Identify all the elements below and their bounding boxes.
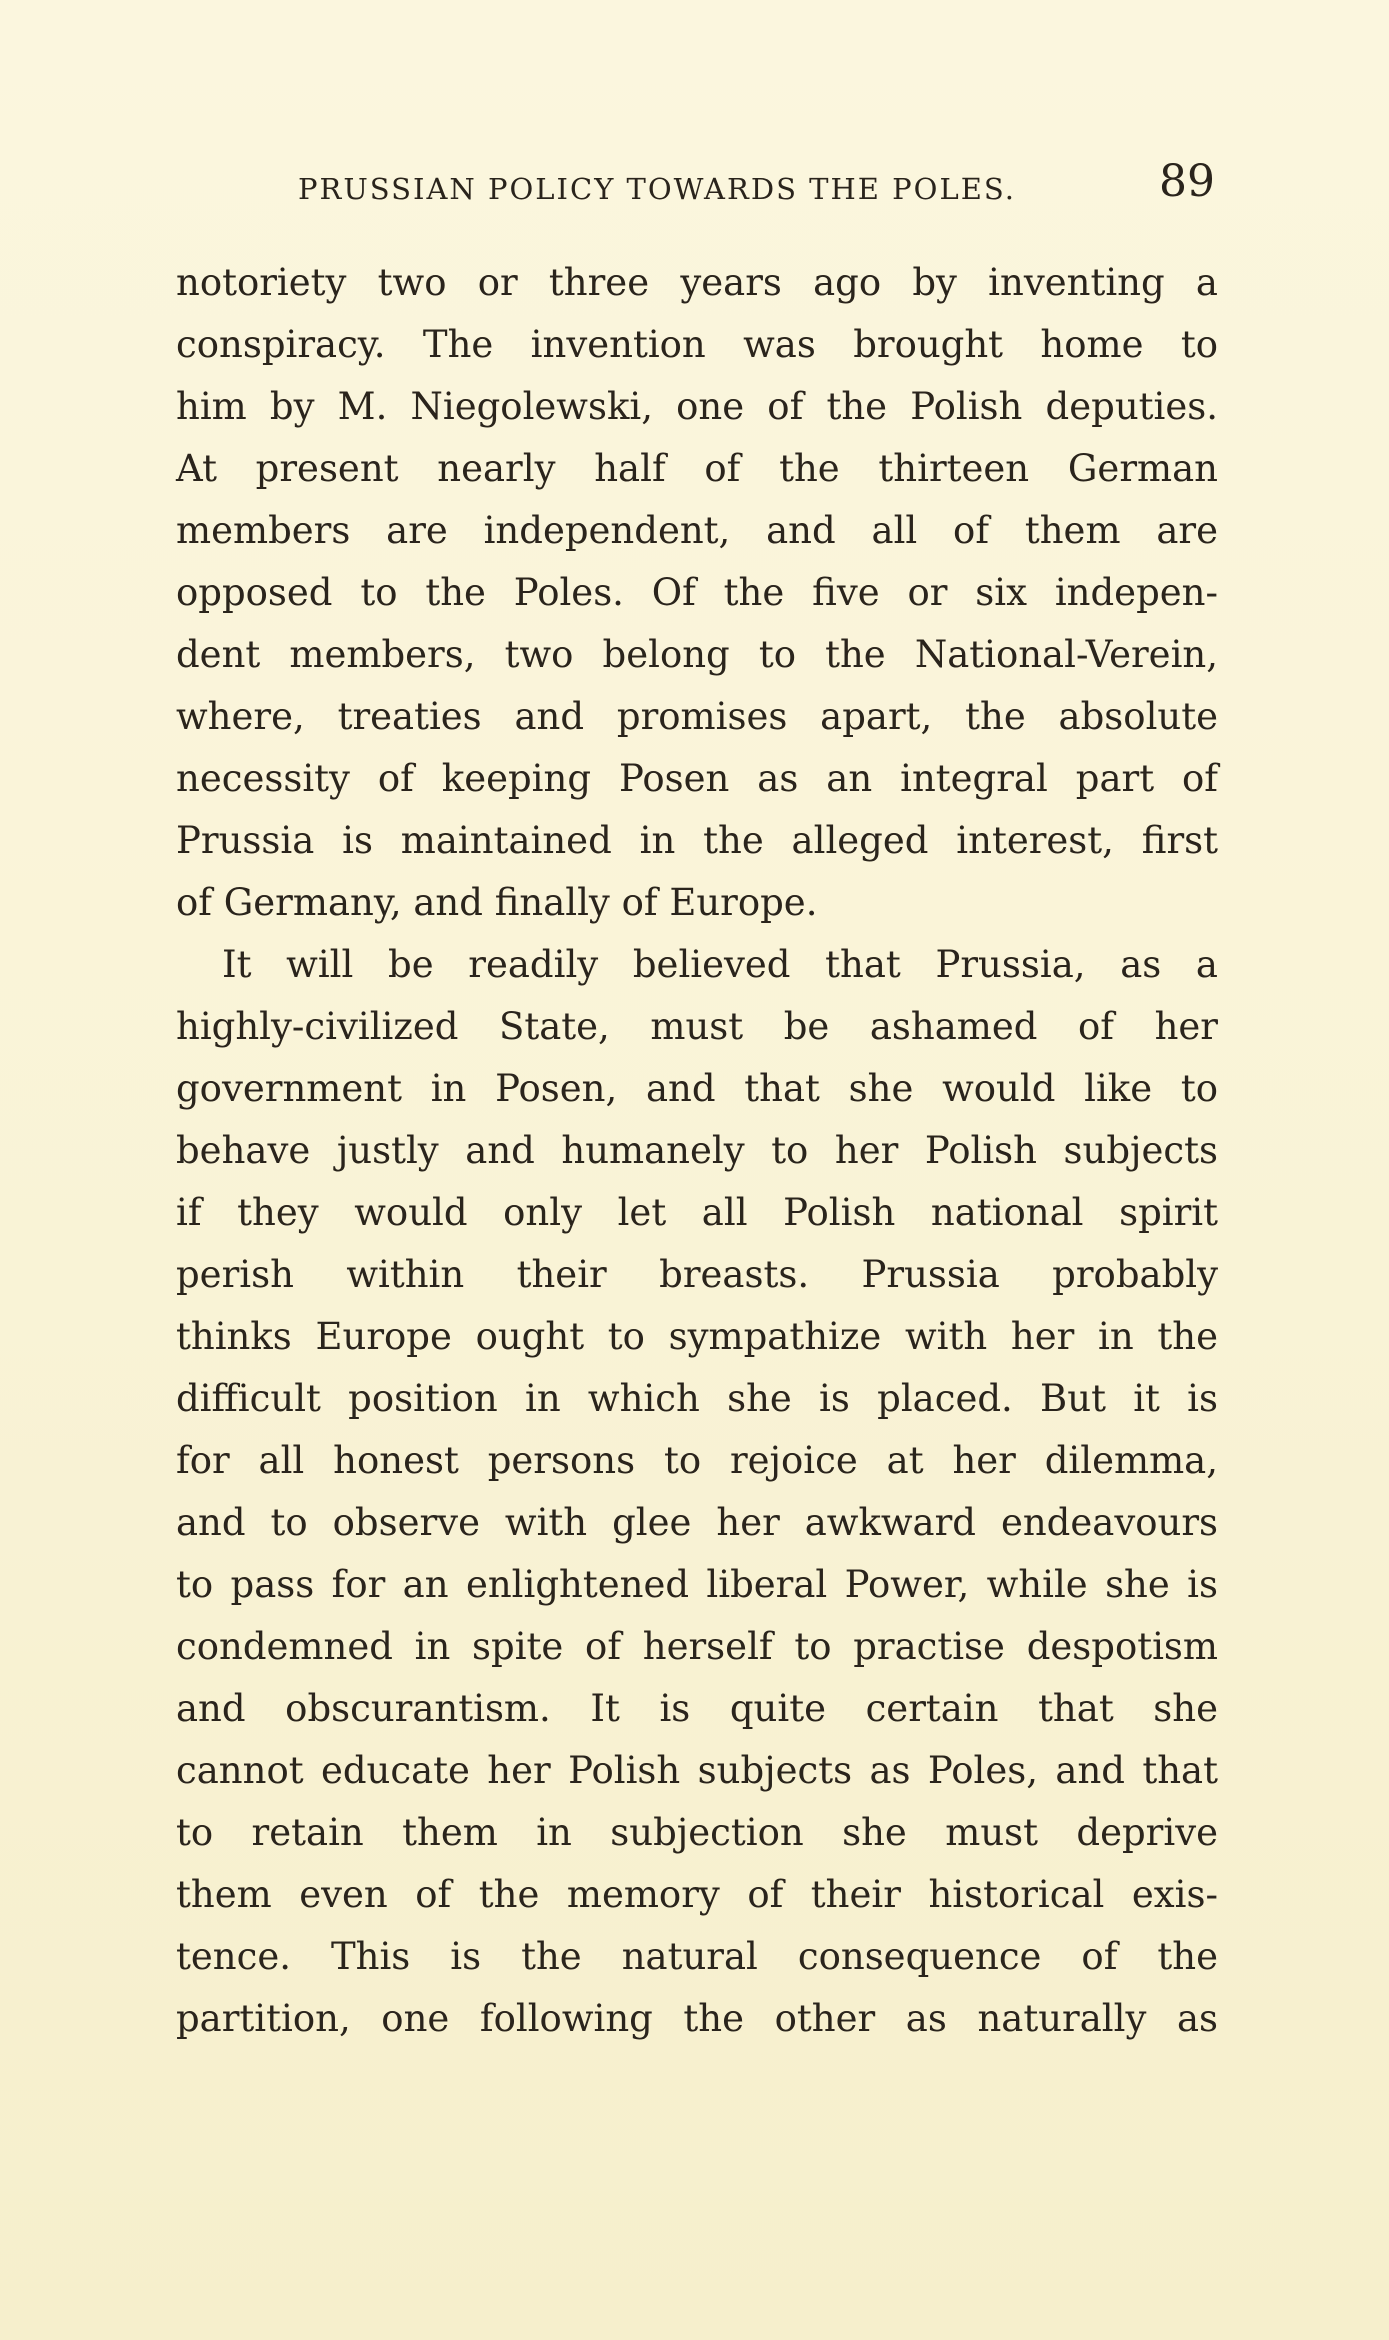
text-line: to retain them in subjection she must deprive xyxy=(176,1811,1218,1854)
running-title: PRUSSIAN POLICY TOWARDS THE POLES. xyxy=(298,172,1016,206)
text-line: to pass for an enlightened liberal Power, while she is xyxy=(176,1563,1218,1606)
text-line: difficult position in which she is placed. But it is xyxy=(176,1377,1218,1420)
text-line: Prussia is maintained in the alleged interest, first xyxy=(176,819,1218,862)
text-line: tence. This is the natural consequence of the xyxy=(176,1935,1218,1978)
text-line: partition, one following the other as naturally as xyxy=(176,1997,1218,2040)
text-line: opposed to the Poles. Of the five or six indepen- xyxy=(176,571,1218,614)
text-line: perish within their breasts. Prussia probably xyxy=(176,1253,1218,1296)
page-number: 89 xyxy=(1159,156,1215,207)
text-line: where, treaties and promises apart, the absolute xyxy=(176,695,1218,738)
text-line: highly-civilized State, must be ashamed of her xyxy=(176,1005,1218,1048)
text-line: At present nearly half of the thirteen German xyxy=(176,447,1218,490)
text-line: necessity of keeping Posen as an integral part of xyxy=(176,757,1218,800)
text-line: him by M. Niegolewski, one of the Polish deputies. xyxy=(176,385,1218,428)
text-line: and obscurantism. It is quite certain that she xyxy=(176,1687,1218,1730)
text-line: dent members, two belong to the National-Verein, xyxy=(176,633,1218,676)
text-line: them even of the memory of their historical exis- xyxy=(176,1873,1218,1916)
text-line: of Germany, and finally of Europe. xyxy=(176,881,818,924)
text-line: if they would only let all Polish national spirit xyxy=(176,1191,1218,1234)
text-line: and to observe with glee her awkward endeavours xyxy=(176,1501,1218,1544)
text-line: It will be readily believed that Prussia, as a xyxy=(222,943,1218,986)
text-line: condemned in spite of herself to practise despotism xyxy=(176,1625,1218,1668)
page-header xyxy=(180,156,1215,220)
text-line: conspiracy. The invention was brought home to xyxy=(176,323,1218,366)
text-line: government in Posen, and that she would like to xyxy=(176,1067,1218,1110)
text-line: behave justly and humanely to her Polish subjects xyxy=(176,1129,1218,1172)
text-line: thinks Europe ought to sympathize with her in the xyxy=(176,1315,1218,1358)
body-text xyxy=(176,252,1218,2050)
text-line: members are independent, and all of them are xyxy=(176,509,1218,552)
text-line: for all honest persons to rejoice at her dilemma, xyxy=(176,1439,1218,1482)
text-line: cannot educate her Polish subjects as Poles, and that xyxy=(176,1749,1218,1792)
text-line: notoriety two or three years ago by inventing a xyxy=(176,261,1218,304)
